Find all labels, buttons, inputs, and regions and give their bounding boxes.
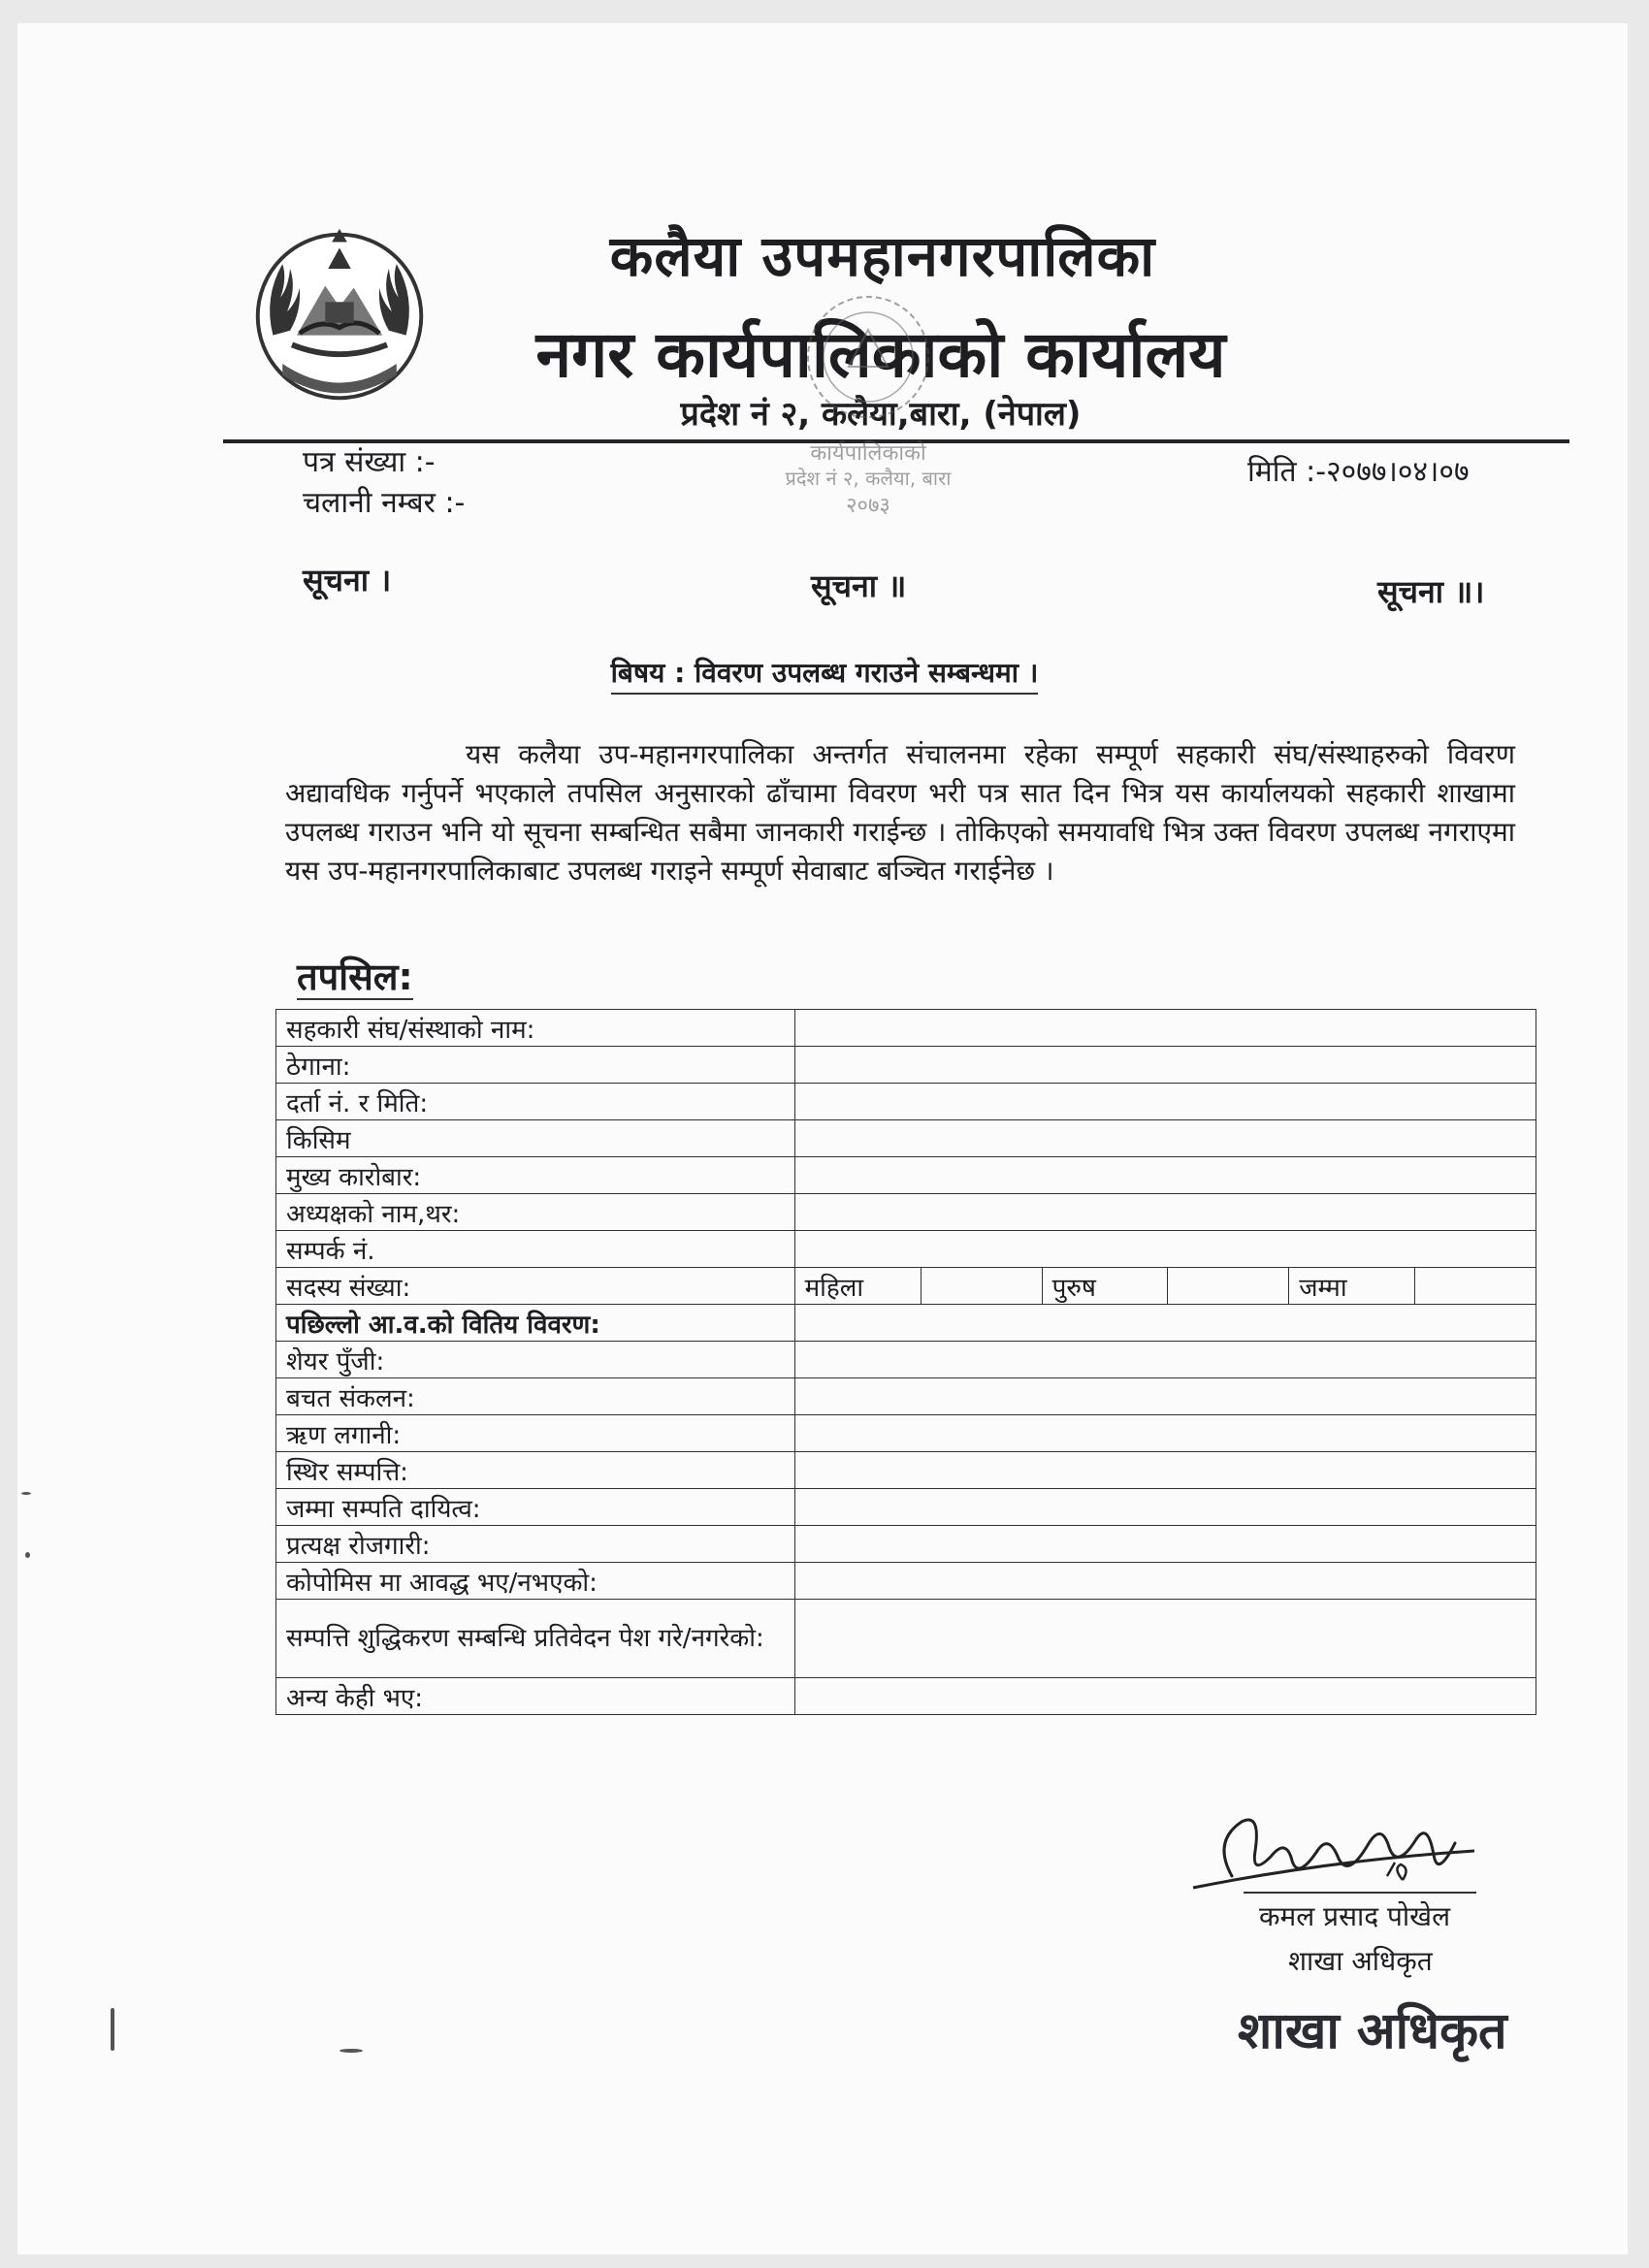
table-row [276, 1194, 1536, 1231]
designation-seal: शाखा अधिकृत [1238, 2002, 1507, 2060]
row-value[interactable] [794, 1157, 1536, 1194]
office-name: नगर कार्यपालिकाको कार्यालय [535, 317, 1226, 392]
subject-line [0, 654, 1649, 691]
row-value[interactable] [794, 1010, 1536, 1047]
table-row [276, 1047, 1536, 1084]
signature-line [1244, 1892, 1476, 1894]
row-value[interactable] [794, 1047, 1536, 1084]
letter-date: मिति :-२०७७।०४।०७ [1247, 455, 1470, 489]
row-label: शेयर पुँजी: [276, 1342, 795, 1378]
finance-heading-row [276, 1305, 1536, 1342]
office-stamp-icon [757, 270, 980, 522]
row-value[interactable] [794, 1489, 1536, 1526]
row-value[interactable] [794, 1305, 1536, 1342]
table-row [276, 1563, 1536, 1600]
table-row [276, 1342, 1536, 1378]
row-label: दर्ता नं. र मिति: [276, 1084, 795, 1120]
male-label: पुरुष [1042, 1268, 1168, 1305]
municipality-name: कलैया उपमहानगरपालिका [609, 223, 1156, 289]
members-label: सदस्य संख्या: [276, 1268, 795, 1305]
notice-label-2: सूचना ॥ [811, 567, 907, 604]
row-value[interactable] [794, 1120, 1536, 1157]
details-heading-text: तपसिल: [297, 956, 413, 998]
male-value[interactable] [1168, 1268, 1289, 1305]
stamp-line-1: कार्यपालिकाको [810, 441, 926, 466]
signatory-designation: शाखा अधिकृत [1288, 1945, 1433, 1977]
table-row [276, 1378, 1536, 1415]
scan-speck [340, 2049, 363, 2053]
scan-speck [25, 1552, 30, 1558]
table-row [276, 1231, 1536, 1268]
row-label: बचत संकलन: [276, 1378, 795, 1415]
handwritten-signature-icon [1174, 1783, 1494, 1899]
table-row [276, 1678, 1536, 1715]
row-label: ऋण लगानी: [276, 1415, 795, 1452]
row-value[interactable] [794, 1342, 1536, 1378]
body-text: यस कलैया उप-महानगरपालिका अन्तर्गत संचालनमा रहेका सम्पूर्ण सहकारी संघ/संस्थाहरुको विवरण अद्यावधिक गर्नुपर्ने भएकाले तपसिल अनुसारको ढाँचामा विवरण भरी पत्र सात दिन भित्र यस कार्यालयको सहकारी शाखामा उपलब्ध गराउन भनि यो सूचना सम्बन्धित सबैमा जानकारी गराईन्छ । तोकिएको समयावधि भित्र उक्त विवरण उपलब्ध नगराएमा यस उप-महानगरपालिकाबाट उपलब्ध गराइने सम्पूर्ण सेवाबाट बञ्चित गराईनेछ । [285, 738, 1515, 887]
row-label: किसिम [276, 1120, 795, 1157]
stamp-line-3: २०७३ [846, 494, 890, 518]
subject-text: बिषय : विवरण उपलब्ध गराउने सम्बन्धमा । [611, 657, 1039, 695]
row-value[interactable] [794, 1563, 1536, 1600]
row-label: मुख्य कारोबार: [276, 1157, 795, 1194]
details-heading [297, 951, 413, 1001]
row-label: अध्यक्षको नाम,थर: [276, 1194, 795, 1231]
letter-number-label: पत्र संख्या :- [303, 445, 436, 479]
scan-speck [21, 1492, 31, 1495]
table-row [276, 1489, 1536, 1526]
table-row [276, 1010, 1536, 1047]
row-label: सहकारी संघ/संस्थाको नाम: [276, 1010, 795, 1047]
stamp-line-2: प्रदेश नं २, कलैया, बारा [785, 467, 952, 490]
row-value[interactable] [794, 1600, 1536, 1678]
row-value[interactable] [794, 1194, 1536, 1231]
row-label: सम्पत्ति शुद्धिकरण सम्बन्धि प्रतिवेदन पेश गरे/नगरेको: [276, 1600, 795, 1678]
row-value[interactable] [794, 1231, 1536, 1268]
row-label: स्थिर सम्पत्ति: [276, 1452, 795, 1489]
finance-heading: पछिल्लो आ.व.को वितिय विवरण: [276, 1305, 795, 1342]
table-row [276, 1600, 1536, 1678]
members-row [276, 1268, 1536, 1305]
female-value[interactable] [921, 1268, 1042, 1305]
table-row [276, 1157, 1536, 1194]
row-label: सम्पर्क नं. [276, 1231, 795, 1268]
scan-speck [111, 2008, 114, 2051]
row-value[interactable] [794, 1378, 1536, 1415]
row-value[interactable] [794, 1678, 1536, 1715]
details-form-table [275, 1009, 1536, 1715]
row-value[interactable] [794, 1452, 1536, 1489]
table-row [276, 1084, 1536, 1120]
female-label: महिला [794, 1268, 921, 1305]
notice-label-1: सूचना । [303, 562, 392, 599]
total-label: जम्मा [1289, 1268, 1415, 1305]
row-value[interactable] [794, 1415, 1536, 1452]
dispatch-number-label: चलानी नम्बर :- [303, 486, 466, 520]
row-label: ठेगाना: [276, 1047, 795, 1084]
row-value[interactable] [794, 1084, 1536, 1120]
table-row [276, 1526, 1536, 1563]
row-label: जम्मा सम्पति दायित्व: [276, 1489, 795, 1526]
row-label: प्रत्यक्ष रोजगारी: [276, 1526, 795, 1563]
row-label: अन्य केही भए: [276, 1678, 795, 1715]
notice-label-3: सूचना ॥। [1377, 573, 1485, 610]
signatory-name: कमल प्रसाद पोखेल [1259, 1900, 1451, 1932]
table-row [276, 1120, 1536, 1157]
body-paragraph [285, 735, 1515, 891]
row-value[interactable] [794, 1526, 1536, 1563]
table-row [276, 1415, 1536, 1452]
office-address: प्रदेश नं २, कलैया,बारा, (नेपाल) [680, 395, 1082, 434]
total-value[interactable] [1415, 1268, 1536, 1305]
table-row [276, 1452, 1536, 1489]
row-label: कोपोमिस मा आवद्ध भए/नभएको: [276, 1563, 795, 1600]
